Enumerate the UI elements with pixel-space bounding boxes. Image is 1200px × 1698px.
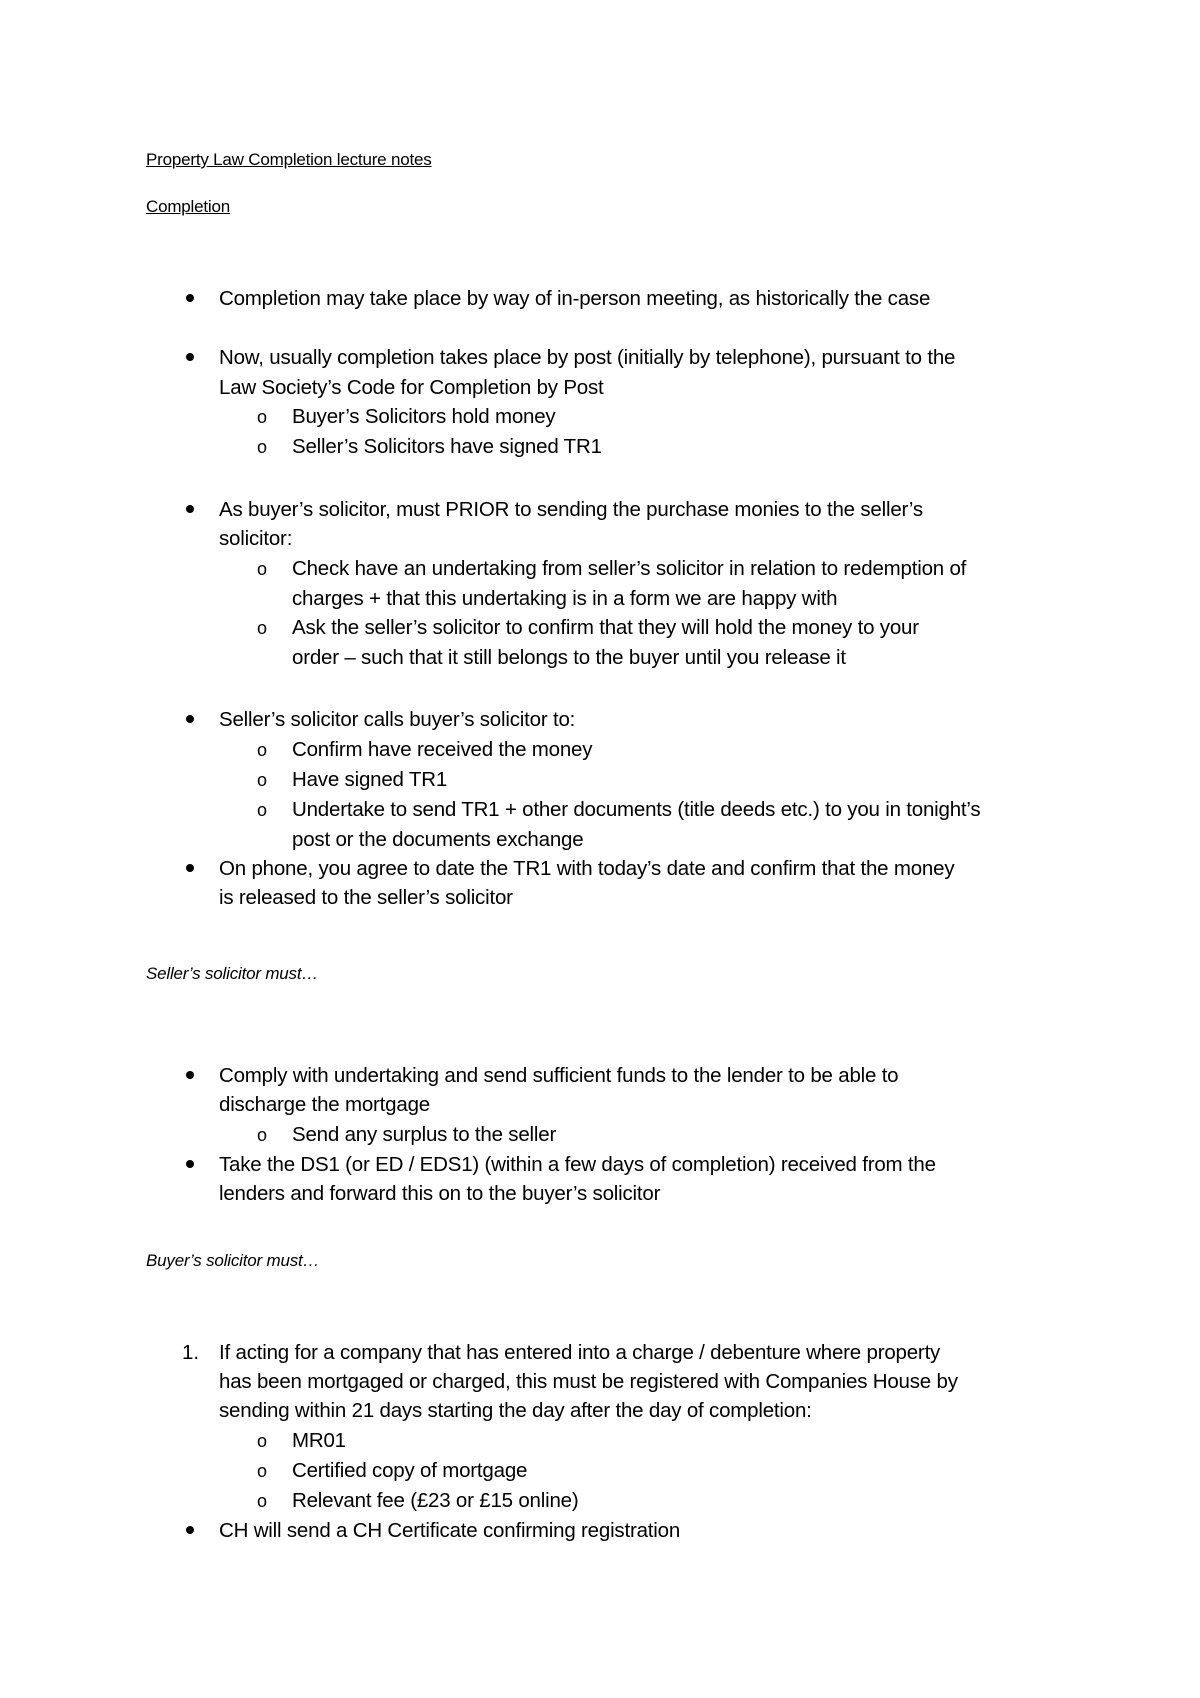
numbered-list-item-continuation: sending within 21 days starting the day after the day of completion: (219, 1399, 812, 1422)
list-item: Comply with undertaking and send sufficient funds to the lender to be able to (219, 1064, 899, 1087)
sub-bullet-icon: o (257, 407, 268, 427)
sub-list-item: Have signed TR1 (292, 768, 448, 791)
numbered-list-item-continuation: has been mortgaged or charged, this must be registered with Companies House by (219, 1370, 958, 1393)
bullet-icon (186, 505, 194, 513)
numbered-list-item: If acting for a company that has entered into a charge / debenture where property (219, 1341, 941, 1364)
list-item-continuation: solicitor: (219, 527, 293, 550)
heading-buyer-solicitor: Buyer’s solicitor must… (146, 1251, 320, 1270)
list-item: Seller’s solicitor calls buyer’s solicitor to: (219, 708, 576, 731)
sub-list-item: Relevant fee (£23 or £15 online) (292, 1489, 579, 1512)
list-item: As buyer’s solicitor, must PRIOR to sending the purchase monies to the seller’s (219, 498, 923, 521)
bullet-icon (186, 294, 194, 302)
list-item: CH will send a CH Certificate confirming registration (219, 1519, 681, 1542)
bullet-icon (186, 353, 194, 361)
list-item: Take the DS1 (or ED / EDS1) (within a few days of completion) received from the (219, 1153, 936, 1176)
sub-bullet-icon: o (257, 770, 268, 790)
sub-list-item: Certified copy of mortgage (292, 1459, 528, 1482)
bullet-icon (186, 864, 194, 872)
list-item: Completion may take place by way of in-person meeting, as historically the case (219, 287, 931, 310)
list-item: On phone, you agree to date the TR1 with today’s date and confirm that the money (219, 857, 955, 880)
sub-list-item: Ask the seller’s solicitor to confirm that they will hold the money to your (292, 616, 919, 639)
list-item-continuation: is released to the seller’s solicitor (219, 886, 513, 909)
sub-bullet-icon: o (257, 618, 268, 638)
bullet-icon (186, 1526, 194, 1534)
sub-bullet-icon: o (257, 437, 268, 457)
heading-completion: Completion (146, 197, 230, 216)
sub-list-item: Seller’s Solicitors have signed TR1 (292, 435, 602, 458)
sub-list-item: Check have an undertaking from seller’s solicitor in relation to redemption of (292, 557, 967, 580)
sub-bullet-icon: o (257, 740, 268, 760)
heading-seller-solicitor: Seller’s solicitor must… (146, 964, 319, 983)
sub-list-item-continuation: charges + that this undertaking is in a form we are happy with (292, 587, 838, 610)
list-item-continuation: Law Society’s Code for Completion by Post (219, 376, 604, 399)
list-number: 1. (182, 1341, 200, 1364)
document-title: Property Law Completion lecture notes (146, 150, 432, 169)
sub-bullet-icon: o (257, 1461, 268, 1481)
sub-list-item: MR01 (292, 1429, 346, 1452)
sub-bullet-icon: o (257, 559, 268, 579)
sub-list-item: Confirm have received the money (292, 738, 593, 761)
sub-list-item: Buyer’s Solicitors hold money (292, 405, 556, 428)
sub-bullet-icon: o (257, 1491, 268, 1511)
sub-bullet-icon: o (257, 800, 268, 820)
sub-list-item-continuation: order – such that it still belongs to the buyer until you release it (292, 646, 846, 669)
bullet-icon (186, 715, 194, 723)
list-item: Now, usually completion takes place by post (initially by telephone), pursuant to the (219, 346, 956, 369)
list-item-continuation: discharge the mortgage (219, 1093, 430, 1116)
sub-bullet-icon: o (257, 1125, 268, 1145)
sub-list-item: Send any surplus to the seller (292, 1123, 557, 1146)
sub-list-item: Undertake to send TR1 + other documents (title deeds etc.) to you in tonight’s (292, 798, 981, 821)
bullet-icon (186, 1160, 194, 1168)
bullet-icon (186, 1071, 194, 1079)
sub-list-item-continuation: post or the documents exchange (292, 828, 584, 851)
list-item-continuation: lenders and forward this on to the buyer’s solicitor (219, 1182, 661, 1205)
sub-bullet-icon: o (257, 1431, 268, 1451)
